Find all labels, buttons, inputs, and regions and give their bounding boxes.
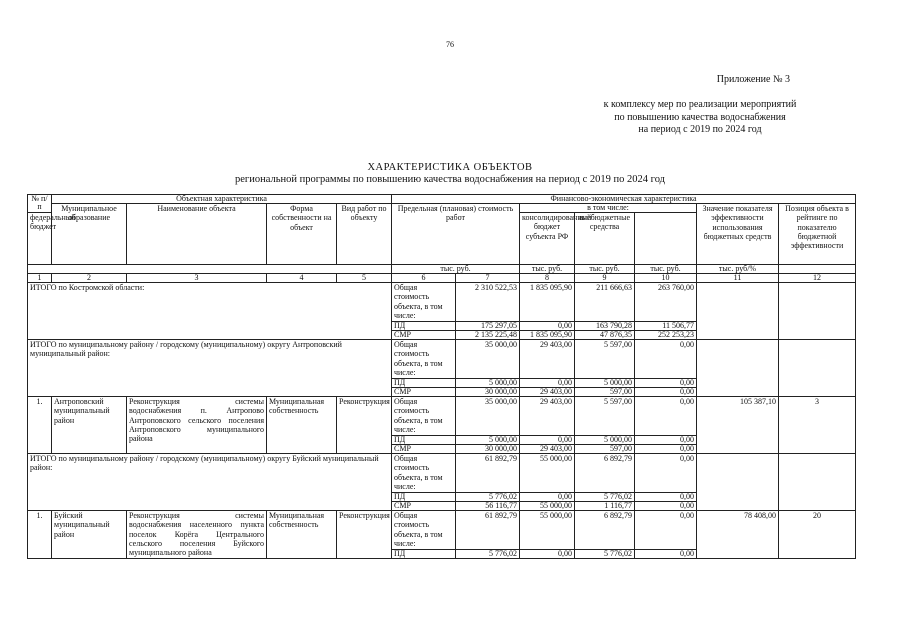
header-rank: Позиция объекта в рейтинге по показателю бюджетной эффективности — [779, 204, 856, 265]
object-ownership: Муниципальная собственность — [267, 397, 337, 454]
col-number: 1 — [28, 274, 52, 283]
object-municipality: Антроповский муниципальный район — [52, 397, 127, 454]
header-efficiency: Значение показателя эффективности использования бюджетных средств — [697, 204, 779, 265]
federal-value: 0,00 — [520, 493, 575, 502]
subtitle-line: по повышению качества водоснабжения — [614, 111, 786, 123]
object-row — [28, 397, 856, 436]
header-cost: Предельная (плановая) стоимость работ — [392, 204, 520, 265]
section-title: ИТОГО по муниципальному району / городскому (муниципальному) округу Буйский муниципальный район: — [28, 454, 392, 511]
cost-value: 5 000,00 — [456, 379, 520, 388]
regional-value: 5 000,00 — [575, 436, 635, 445]
cost-value: 175 297,05 — [456, 322, 520, 331]
cost-value: 56 116,77 — [456, 502, 520, 511]
extra-value: 0,00 — [635, 550, 697, 559]
extra-value: 0,00 — [635, 397, 697, 436]
regional-value: 5 597,00 — [575, 340, 635, 379]
extra-value: 0,00 — [635, 511, 697, 550]
pd-label: ПД — [392, 493, 456, 502]
efficiency-value: 105 387,10 — [697, 397, 779, 454]
cost-value: 5 776,02 — [456, 550, 520, 559]
title-line-1: ХАРАКТЕРИСТИКА ОБЪЕКТОВ — [367, 162, 533, 173]
col-number: 10 — [635, 274, 697, 283]
unit-federal: тыс. руб. — [520, 265, 575, 274]
efficiency-value: 78 408,00 — [697, 511, 779, 559]
objects-table — [27, 194, 856, 559]
pd-label: ПД — [392, 322, 456, 331]
extra-value: 0,00 — [635, 340, 697, 379]
extra-value: 252 253,23 — [635, 331, 697, 340]
cost-value: 2 135 225,48 — [456, 331, 520, 340]
regional-value: 163 790,28 — [575, 322, 635, 331]
appendix-label: Приложение № 3 — [716, 74, 790, 85]
header-work-type: Вид работ по объекту — [337, 204, 392, 265]
cost-value: 5 000,00 — [456, 436, 520, 445]
cost-label: Общая стоимость объекта, в том числе: — [392, 454, 456, 493]
federal-value: 55 000,00 — [520, 502, 575, 511]
federal-value: 55 000,00 — [520, 511, 575, 550]
header-row-groups — [28, 195, 856, 204]
federal-value: 29 403,00 — [520, 397, 575, 436]
title-line-2: региональной программы по повышению качества водоснабжения на период с 2019 по 2024 год — [235, 174, 665, 185]
federal-value: 55 000,00 — [520, 454, 575, 493]
header-ownership: Форма собственности на объект — [267, 204, 337, 265]
unit-regional: тыс. руб. — [575, 265, 635, 274]
federal-value: 0,00 — [520, 379, 575, 388]
section-title: ИТОГО по муниципальному району / городскому (муниципальному) округу Антроповский муниципальный район: — [28, 340, 392, 397]
extra-value: 263 760,00 — [635, 283, 697, 322]
regional-value: 1 116,77 — [575, 502, 635, 511]
cost-label: Общая стоимость объекта, в том числе: — [392, 283, 456, 322]
object-work-type: Реконструкция — [337, 397, 392, 454]
extra-value: 0,00 — [635, 436, 697, 445]
col-number: 8 — [520, 274, 575, 283]
object-work-type: Реконструкция — [337, 511, 392, 559]
appendix-subtitle — [570, 99, 830, 137]
cost-value: 5 776,02 — [456, 493, 520, 502]
unit-extra: тыс. руб. — [635, 265, 697, 274]
header-federal: федеральный бюджет — [28, 213, 52, 265]
col-number: 11 — [697, 274, 779, 283]
header-including: в том числе: — [520, 204, 697, 213]
pd-label: ПД — [392, 436, 456, 445]
regional-value: 6 892,79 — [575, 454, 635, 493]
extra-value: 11 506,77 — [635, 322, 697, 331]
federal-value: 29 403,00 — [520, 340, 575, 379]
section-total-row — [28, 454, 856, 493]
object-municipality: Буйский муниципальный район — [52, 511, 127, 559]
col-number: 3 — [127, 274, 267, 283]
document-title — [0, 162, 900, 186]
federal-value: 29 403,00 — [520, 445, 575, 454]
object-num: 1. — [28, 511, 52, 559]
cost-label: Общая стоимость объекта, в том числе: — [392, 511, 456, 550]
smr-label: СМР — [392, 445, 456, 454]
col-number: 7 — [456, 274, 520, 283]
unit-cost: тыс. руб. — [392, 265, 520, 274]
subtitle-line: к комплексу мер по реализации мероприятий — [603, 99, 797, 110]
pd-label: ПД — [392, 379, 456, 388]
header-finance-group: Финансово-экономическая характеристика — [392, 195, 856, 204]
regional-value: 597,00 — [575, 388, 635, 397]
extra-value: 0,00 — [635, 388, 697, 397]
header-extra: внебюджетные средства — [575, 213, 635, 265]
regional-value: 5 000,00 — [575, 379, 635, 388]
section-total-row — [28, 340, 856, 379]
header-regional: консолидированный бюджет субъекта РФ — [520, 213, 575, 265]
federal-value: 1 835 095,90 — [520, 283, 575, 322]
col-number: 6 — [392, 274, 456, 283]
regional-value: 47 876,35 — [575, 331, 635, 340]
header-object-group: Объектная характеристика — [52, 195, 392, 204]
cost-value: 30 000,00 — [456, 388, 520, 397]
cost-value: 61 892,79 — [456, 454, 520, 493]
object-name: Реконструкция системы водоснабжения населенного пункта поселок Корёга Центрального сельского поселения Буйского муниципального района — [127, 511, 267, 559]
header-num: № п/п — [28, 195, 52, 213]
federal-value: 0,00 — [520, 436, 575, 445]
subtitle-line: на период с 2019 по 2024 год — [638, 124, 762, 135]
cost-value: 2 310 522,53 — [456, 283, 520, 322]
smr-label: СМР — [392, 331, 456, 340]
extra-value: 0,00 — [635, 502, 697, 511]
col-number: 5 — [337, 274, 392, 283]
section-total-row — [28, 283, 856, 322]
rank-value: 3 — [779, 397, 856, 454]
unit-efficiency: тыс. руб/% — [697, 265, 779, 274]
object-ownership: Муниципальная собственность — [267, 511, 337, 559]
col-number: 12 — [779, 274, 856, 283]
cost-value: 30 000,00 — [456, 445, 520, 454]
column-numbers-row — [28, 274, 856, 283]
header-municipality: Муниципальное образование — [52, 204, 127, 265]
col-number: 4 — [267, 274, 337, 283]
header-object-name: Наименование объекта — [127, 204, 267, 265]
regional-value: 211 666,63 — [575, 283, 635, 322]
cost-value: 35 000,00 — [456, 340, 520, 379]
extra-value: 0,00 — [635, 445, 697, 454]
smr-label: СМР — [392, 502, 456, 511]
regional-value: 6 892,79 — [575, 511, 635, 550]
section-title: ИТОГО по Костромской области: — [28, 283, 392, 340]
federal-value: 0,00 — [520, 550, 575, 559]
col-number: 9 — [575, 274, 635, 283]
header-row-main — [28, 204, 856, 213]
cost-label: Общая стоимость объекта, в том числе: — [392, 340, 456, 379]
object-num: 1. — [28, 397, 52, 454]
extra-value: 0,00 — [635, 454, 697, 493]
cost-value: 35 000,00 — [456, 397, 520, 436]
object-row — [28, 511, 856, 550]
col-number: 2 — [52, 274, 127, 283]
page-number: 76 — [446, 40, 454, 49]
federal-value: 0,00 — [520, 322, 575, 331]
extra-value: 0,00 — [635, 493, 697, 502]
cost-value: 61 892,79 — [456, 511, 520, 550]
extra-value: 0,00 — [635, 379, 697, 388]
regional-value: 5 776,02 — [575, 550, 635, 559]
rank-value: 20 — [779, 511, 856, 559]
regional-value: 597,00 — [575, 445, 635, 454]
regional-value: 5 597,00 — [575, 397, 635, 436]
federal-value: 29 403,00 — [520, 388, 575, 397]
federal-value: 1 835 095,90 — [520, 331, 575, 340]
smr-label: СМР — [392, 388, 456, 397]
cost-label: Общая стоимость объекта, в том числе: — [392, 397, 456, 436]
pd-label: ПД — [392, 550, 456, 559]
header-units-row — [28, 265, 856, 274]
object-name: Реконструкция системы водоснабжения п. Антропово Антроповского сельского поселения Антроповского муниципального района — [127, 397, 267, 454]
regional-value: 5 776,02 — [575, 493, 635, 502]
